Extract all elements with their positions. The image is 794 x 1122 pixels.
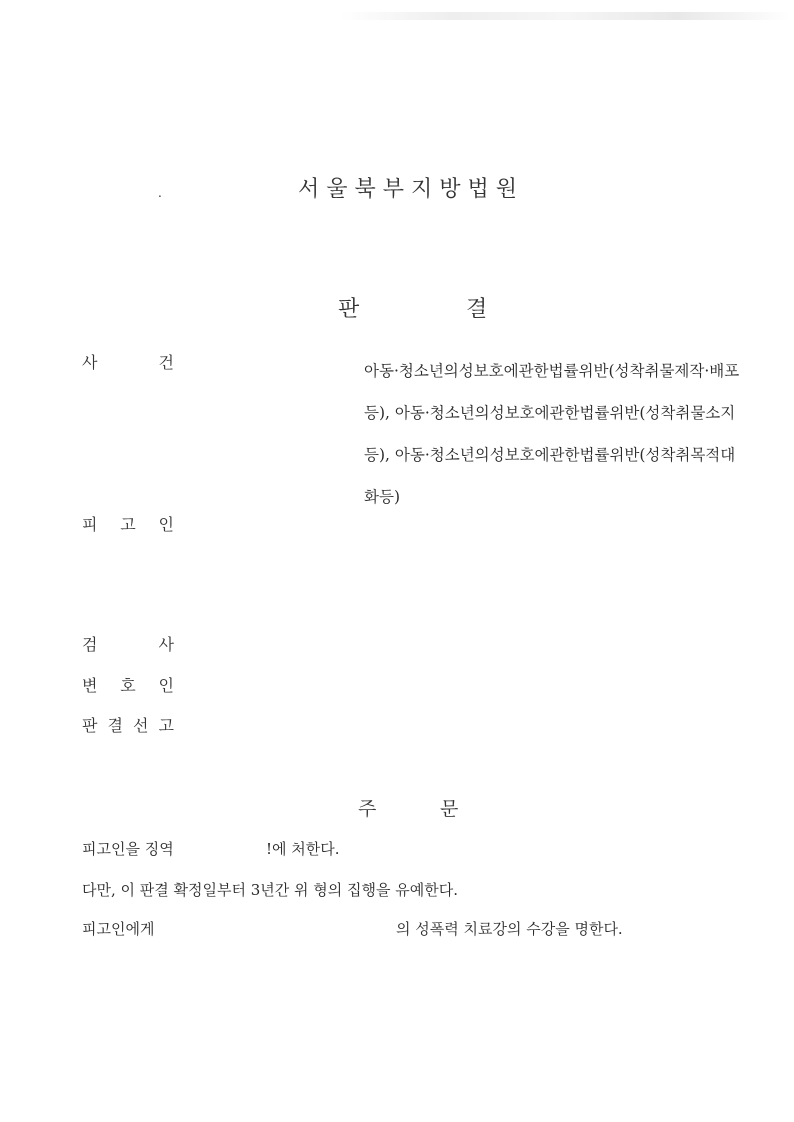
case-value: 아동·청소년의성보호에관한법률위반(성착취물제작·배포등), 아동·청소년의성보호에관한법률위반(성착취물소지등), 아동·청소년의성보호에관한법률위반(성착취목적대화등) — [364, 362, 740, 506]
label-char: 사 — [82, 353, 98, 372]
label-char: 고 — [158, 716, 174, 735]
prosecutor-label — [82, 632, 174, 655]
label-char: 사 — [158, 635, 174, 654]
order-line1-suffix: !에 처한다. — [266, 840, 340, 858]
label-char: 인 — [158, 515, 174, 534]
label-char: 건 — [158, 353, 174, 372]
label-char: 변 — [82, 676, 98, 695]
label-char: 호 — [120, 676, 136, 695]
defendant-label — [82, 512, 174, 535]
court-name: 서울북부지방법원 — [298, 177, 525, 202]
case-label — [82, 350, 174, 373]
order-heading-right: 문 — [440, 798, 459, 820]
scan-artifact — [340, 12, 790, 20]
label-char: 검 — [82, 635, 98, 654]
order-line1-prefix: 피고인을 징역 — [82, 840, 174, 858]
label-char: 판 — [82, 716, 98, 735]
attorney-label — [82, 673, 174, 696]
label-char: 피 — [82, 515, 98, 534]
doc-title-left: 판 — [338, 297, 360, 322]
order-line3-prefix: 피고인에게 — [82, 920, 155, 938]
order-line3-suffix: 의 성폭력 치료강의 수강을 명한다. — [396, 920, 623, 938]
doc-title-right: 결 — [466, 297, 488, 322]
label-char: 선 — [133, 716, 149, 735]
label-char: 결 — [107, 716, 123, 735]
label-char: 인 — [158, 676, 174, 695]
order-heading-left: 주 — [358, 798, 377, 820]
order-line2: 다만, 이 판결 확정일부터 3년간 위 형의 집행을 유예한다. — [82, 881, 459, 899]
scan-dot: . — [158, 186, 162, 200]
sentencing-label — [82, 713, 174, 736]
label-char: 고 — [120, 515, 136, 534]
